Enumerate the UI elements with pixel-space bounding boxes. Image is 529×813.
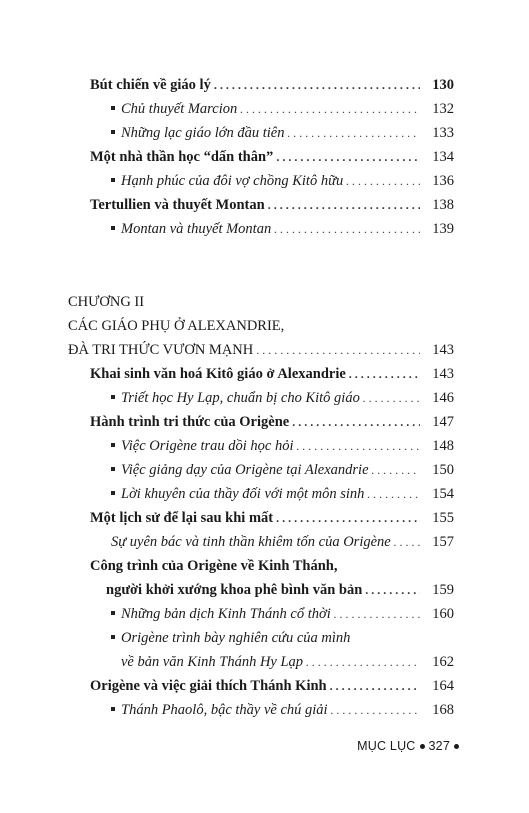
entry-page: 160 (432, 606, 454, 622)
dot-leader (330, 676, 420, 696)
dot-leader (334, 604, 420, 624)
entry-title: Lời khuyên của thầy đối với một môn sinh (121, 486, 365, 502)
toc-entry[interactable] (121, 219, 454, 239)
dot-leader (331, 700, 420, 720)
bullet-icon (420, 744, 425, 749)
entry-title: Việc giảng dạy của Origène tại Alexandrie (121, 462, 369, 478)
toc-entry[interactable] (90, 676, 454, 696)
toc-entry[interactable] (90, 364, 454, 384)
dot-leader (240, 99, 420, 119)
entry-page: 157 (432, 534, 454, 550)
toc-entry[interactable] (121, 460, 454, 480)
entry-title: người khởi xướng khoa phê bình văn bản (106, 582, 363, 598)
bullet-icon (111, 226, 115, 230)
entry-page: 155 (432, 510, 454, 526)
dot-leader (363, 388, 420, 408)
entry-title: Công trình của Origène về Kinh Thánh, (90, 558, 338, 574)
toc-entry[interactable] (106, 580, 454, 600)
dot-leader (214, 75, 420, 95)
toc-entry[interactable] (90, 412, 454, 432)
entry-page: 130 (432, 77, 454, 93)
entry-title: Origène trình bày nghiên cứu của mình (121, 630, 351, 646)
entry-title: Một nhà thần học “dấn thân” (90, 149, 274, 165)
toc-entry[interactable] (121, 604, 454, 624)
bullet-icon (111, 491, 115, 495)
dot-leader (372, 460, 420, 480)
dot-leader (346, 171, 420, 191)
entry-title: Một lịch sử để lại sau khi mất (90, 510, 274, 526)
dot-leader (292, 412, 420, 432)
entry-title: Những lạc giáo lớn đầu tiên (121, 125, 285, 141)
entry-page: 134 (432, 149, 454, 165)
dot-leader (287, 123, 420, 143)
entry-page: 164 (432, 678, 454, 694)
entry-page: 143 (432, 366, 454, 382)
page-footer (357, 739, 459, 753)
entry-page: 132 (432, 101, 454, 117)
toc-entry[interactable] (121, 652, 454, 672)
dot-leader (297, 436, 421, 456)
entry-page: 136 (432, 173, 454, 189)
entry-page: 143 (432, 342, 454, 358)
entry-title: Bút chiến về giáo lý (90, 77, 211, 93)
bullet-icon (454, 744, 459, 749)
bullet-icon (111, 611, 115, 615)
toc-entry[interactable] (90, 75, 454, 95)
entry-page: 133 (432, 125, 454, 141)
bullet-icon (111, 467, 115, 471)
dot-leader (349, 364, 420, 384)
bullet-icon (111, 707, 115, 711)
bullet-icon (111, 635, 115, 639)
dot-leader (367, 484, 420, 504)
toc-entry[interactable] (121, 484, 454, 504)
footer-label: MỤC LỤC (357, 739, 416, 753)
dot-leader (256, 340, 420, 360)
toc-entry[interactable] (90, 147, 454, 167)
dot-leader (276, 508, 420, 528)
entry-title: Hạnh phúc của đôi vợ chồng Kitô hữu (121, 173, 344, 189)
entry-page: 139 (432, 221, 454, 237)
entry-title: Việc Origène trau dồi học hỏi (121, 438, 294, 454)
entry-title: Những bản dịch Kinh Thánh cổ thời (121, 606, 331, 622)
entry-page: 147 (432, 414, 454, 430)
entry-title: Chủ thuyết Marcion (121, 101, 238, 117)
entry-page: 148 (432, 438, 454, 454)
toc-entry[interactable] (121, 700, 454, 720)
chapter-number: CHƯƠNG II (68, 294, 145, 310)
entry-page: 159 (432, 582, 454, 598)
toc-entry[interactable] (121, 99, 454, 119)
chapter-title: CÁC GIÁO PHỤ Ở ALEXANDRIE, (68, 318, 285, 334)
dot-leader (274, 219, 420, 239)
entry-page: 138 (432, 197, 454, 213)
bullet-icon (111, 106, 115, 110)
toc-entry[interactable] (121, 123, 454, 143)
entry-title: Hành trình tri thức của Origène (90, 414, 290, 430)
dot-leader (365, 580, 420, 600)
toc-entry[interactable] (121, 388, 454, 408)
bullet-icon (111, 178, 115, 182)
entry-page: 150 (432, 462, 454, 478)
dot-leader (306, 652, 420, 672)
toc-entry[interactable] (90, 195, 454, 215)
toc-entry[interactable] (111, 532, 454, 552)
entry-page: 146 (432, 390, 454, 406)
entry-page: 154 (432, 486, 454, 502)
entry-title: Sự uyên bác và tinh thần khiêm tốn của Origène (111, 534, 391, 550)
entry-title: Triết học Hy Lạp, chuẩn bị cho Kitô giáo (121, 390, 360, 406)
bullet-icon (111, 130, 115, 134)
toc-entry[interactable] (121, 171, 454, 191)
dot-leader (276, 147, 420, 167)
bullet-icon (111, 395, 115, 399)
entry-title: Tertullien và thuyết Montan (90, 197, 265, 213)
entry-title: Khai sinh văn hoá Kitô giáo ở Alexandrie (90, 366, 346, 382)
dot-leader (268, 195, 420, 215)
toc-entry[interactable] (90, 508, 454, 528)
bullet-icon (111, 443, 115, 447)
entry-title: Montan và thuyết Montan (121, 221, 272, 237)
entry-title: Thánh Phaolô, bậc thầy về chú giải (121, 702, 328, 718)
dot-leader (394, 532, 420, 552)
toc-entry[interactable] (68, 340, 454, 360)
entry-page: 168 (432, 702, 454, 718)
toc-entry[interactable] (121, 436, 454, 456)
entry-page: 162 (432, 654, 454, 670)
entry-title: về bản văn Kinh Thánh Hy Lạp (121, 654, 304, 670)
entry-title: Origène và việc giải thích Thánh Kinh (90, 678, 327, 694)
page-number: 327 (428, 739, 450, 753)
chapter-title-line: ĐÀ TRI THỨC VƯƠN MẠNH (68, 342, 254, 358)
